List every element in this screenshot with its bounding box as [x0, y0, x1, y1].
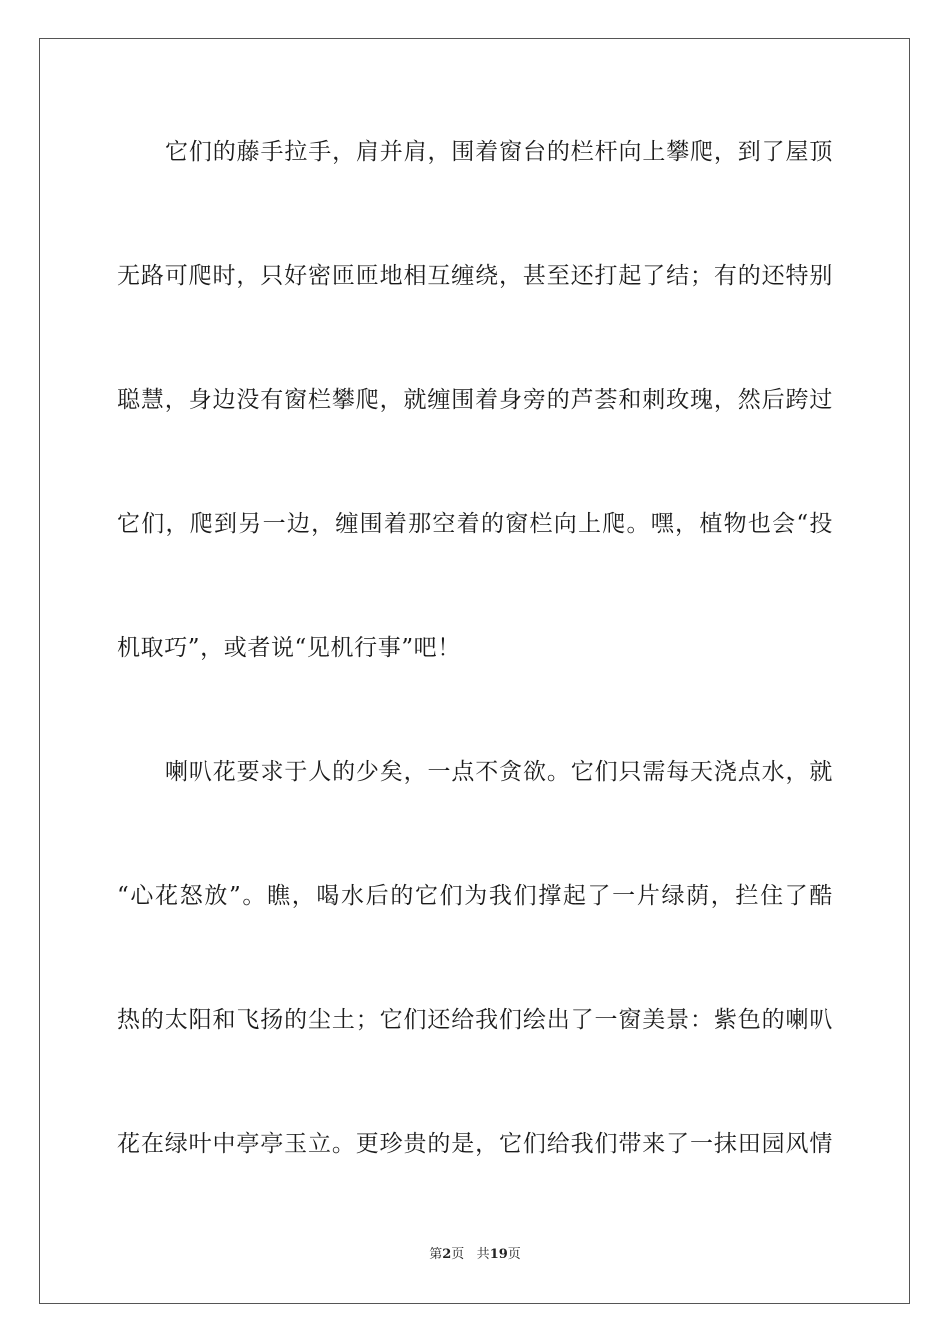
text-line: 机取巧”，或者说“见机行事”吧！: [117, 635, 461, 661]
text-line: 花在绿叶中亭亭玉立。更珍贵的是，它们给我们带来了一抹田园风情: [117, 1131, 833, 1157]
page-label-suffix: 页: [451, 1247, 465, 1262]
total-label-prefix: 共: [476, 1247, 490, 1262]
page-number: 2: [442, 1247, 452, 1262]
total-pages: 19: [489, 1247, 508, 1262]
text-line: 喇叭花要求于人的少矣，一点不贪欲。它们只需每天浇点水，就: [165, 759, 833, 785]
page-footer: [0, 1246, 950, 1264]
page-label-prefix: 第: [429, 1247, 443, 1262]
text-line: 它们的藤手拉手，肩并肩，围着窗台的栏杆向上攀爬，到了屋顶: [165, 139, 833, 165]
text-line: 聪慧，身边没有窗栏攀爬，就缠围着身旁的芦荟和刺玫瑰，然后跨过: [117, 387, 833, 413]
page-border: [39, 38, 910, 1304]
total-label-suffix: 页: [507, 1247, 521, 1262]
text-line: 无路可爬时，只好密匝匝地相互缠绕，甚至还打起了结；有的还特别: [117, 263, 833, 289]
text-line: “心花怒放”。瞧，喝水后的它们为我们撑起了一片绿荫，拦住了酷: [117, 883, 833, 909]
text-line: 它们，爬到另一边，缠围着那空着的窗栏向上爬。嘿，植物也会“投: [117, 511, 833, 537]
text-line: 热的太阳和飞扬的尘土；它们还给我们绘出了一窗美景：紫色的喇叭: [117, 1007, 833, 1033]
